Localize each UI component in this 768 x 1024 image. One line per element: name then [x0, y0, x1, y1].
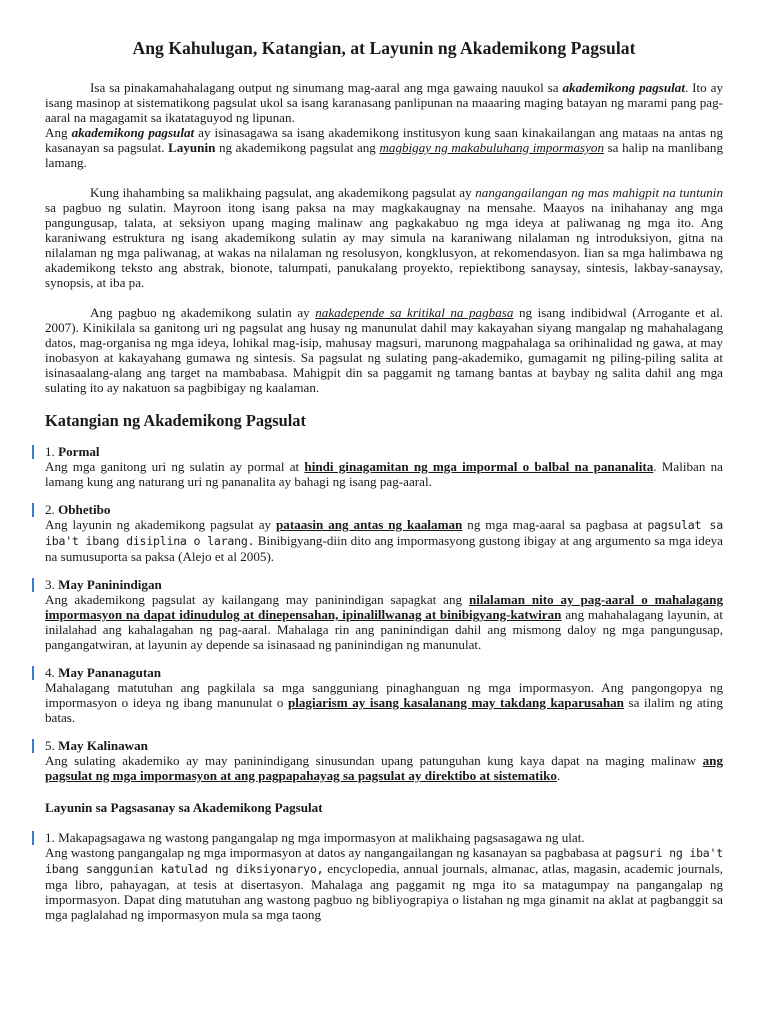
- emphasis-text: akademikong pagsulat: [71, 125, 195, 140]
- text: Ang akademikong pagsulat ay kailangang may paninindigan sapagkat ang: [45, 592, 469, 607]
- list-item-body: [45, 845, 723, 922]
- section-heading: Katangian ng Akademikong Pagsulat: [45, 411, 306, 430]
- text: ng akademikong pagsulat ang: [215, 140, 380, 155]
- list-item-title: May Paninindigan: [58, 577, 162, 592]
- intro-paragraph-1-continued: [45, 125, 723, 170]
- underlined-bold-text: plagiarism ay isang kasalanang may takdang kaparusahan: [287, 695, 624, 710]
- list-item-title: Pormal: [58, 444, 100, 459]
- list-item-heading: [45, 444, 723, 459]
- list-number: 5.: [45, 738, 59, 753]
- list-number: 3.: [45, 577, 59, 592]
- underlined-bold-text: hindi ginagamitan ng mga impormal o balbal na pananalita: [304, 459, 654, 474]
- intro-paragraph-1: [45, 80, 723, 125]
- text: ay isinasagawa sa isang akademikong institusyon kung saan kinakailangan ang mataas na antas ng kasanayan sa pagsulat.: [45, 125, 724, 155]
- list-item-body: [45, 459, 723, 489]
- intro-paragraph-2: [45, 185, 723, 290]
- text: ng isang indibidwal (Arrogante et al. 2007). Kinikilala sa ganitong uri ng pagsulat ang husay ng manunulat dahil may kakayahan siyang mangalap ng mahahalagang datos, mag-organisa ng mga ideya, lohikal mag-isip, mahusay magsuri, marunong magpahalaga sa orihinalidad ng gawa, at may inobasyon at kakayahang gumawa ng sintesis. Sa pagsulat ng sulating pang-akademiko, gumagamit ng piling-piling salita at isinasaalang-alang ang target na mambabasa. Mahigpit din sa paggamit ng tamang bantas at baybay ng salita dahil ang mga sulating ito ay nakatuon sa pagbibigay ng kaalaman.: [45, 305, 723, 395]
- mono-text: pagsulat sa iba't ibang disiplina o larang.: [45, 518, 724, 548]
- list-number: 4.: [45, 665, 59, 680]
- text: .: [556, 768, 561, 783]
- text: ng mga mag-aaral sa pagbasa at: [462, 517, 648, 532]
- text-cursor-icon: [32, 503, 34, 517]
- list-item: [45, 577, 723, 652]
- intro-paragraph-3: [45, 305, 723, 395]
- list-item-title: 1. Makapagsagawa ng wastong pangangalap ng mga impormasyon at malikhaing pagsasagawa ng ulat.: [45, 830, 585, 845]
- text-cursor-icon: [32, 445, 34, 459]
- list-item: [45, 738, 723, 783]
- list-item-body: [45, 592, 723, 652]
- text: Kung ihahambing sa malikhaing pagsulat, ang akademikong pagsulat ay: [90, 185, 476, 200]
- list-item-heading: [45, 830, 723, 845]
- list-item: [45, 502, 723, 564]
- text: Ang layunin ng akademikong pagsulat ay: [45, 517, 276, 532]
- document-title: Ang Kahulugan, Katangian, at Layunin ng Akademikong Pagsulat: [132, 38, 636, 58]
- list-item: [45, 444, 723, 489]
- text-cursor-icon: [32, 739, 34, 753]
- list-item-title: Obhetibo: [58, 502, 111, 517]
- text: sa ilalim ng ating batas.: [45, 695, 724, 725]
- list-item: [45, 665, 723, 725]
- text: sa pagbuo ng sulatin. Mayroon itong isang paksa na may magkakaugnay na mensahe. Maayos na inihahanay ang mga pangungusap, talata, at seksiyon upang maging malinaw ang pagkakabuo ng mga ideya at paliwanag ng mga ito. Ang karaniwang estruktura ng isang akademikong sulatin ay may simula na karaniwang nilalaman ng introduksiyon, gitna na nilalaman ng mga paliwanag, at wakas na nilalaman ng resolusyon, kongklusyon, at rekomendasyon. Iian sa mga halimbawa ng akademikong teksto ang abstrak, bionote, talumpati, panukalang proyekto, repiektibong sanaysay, sintesis, lakbay-sanaysay, synopsis, at iba pa.: [45, 200, 723, 290]
- text: Ang mga ganitong uri ng sulatin ay pormal at: [45, 459, 305, 474]
- list-item-heading: [45, 665, 723, 680]
- text: encyclopedia, annual journals, almanac, atlas, magasin, academic journals, mga libro, pahayagan, at tesis at disertasyon. Mahalaga ang paggamit ng mga ito sa matagumpay na pangangalap ng impormasyon. Dapat ding matutuhan ang wastong pagbuo ng bibliyograpiya o listahan ng mga ginamit na aklat at pagbanggit sa mga paglalahad ng impormasyon mula sa mga taong: [45, 861, 723, 922]
- list-item-heading: [45, 577, 723, 592]
- list-item-heading: [45, 502, 723, 517]
- list-number: 1.: [45, 444, 59, 459]
- text: Ang: [45, 125, 72, 140]
- text-cursor-icon: [32, 666, 34, 680]
- underlined-italic-text: magbigay ng makabuluhang impormasyon: [379, 140, 605, 155]
- mono-text: pagsuri ng iba't ibang sanggunian katulad ng diksiyonaryo,: [45, 846, 723, 876]
- bold-text: Layunin: [168, 140, 216, 155]
- list-item-body: [45, 680, 723, 725]
- list-item-body: [45, 753, 723, 783]
- text-cursor-icon: [32, 578, 34, 592]
- document-page: [45, 38, 723, 922]
- text: . Maliban na lamang kung ang naturang uri ng pananalita ay bahagi ng isang pag-aaral.: [45, 459, 723, 489]
- text: Binibigyang-diin dito ang impormasyong gustong ibigay at ang argumento sa mga ideya na sumusuporta sa paksa (Alejo et al 2005).: [45, 533, 723, 564]
- underlined-bold-text: nilalaman nito ay pag-aaral o mahalagang impormasyon na dapat idinudulog at dinepensahan, ipinalillwanag at binibigyang-katwiran: [45, 592, 723, 622]
- list-item-heading: [45, 738, 723, 753]
- underlined-bold-text: ang pagsulat ng mga impormasyon at ang pagpapahayag sa pagsulat ay direktibo at sistematiko: [45, 753, 723, 783]
- text: Ang sulating akademiko ay may paninindigang sinusundan upang patunguhan kung kaya dapat na maging malinaw: [45, 753, 703, 768]
- list-item-title: May Pananagutan: [58, 665, 162, 680]
- text: ang mahahalagang layunin, at inilalahad ang kahalagahan ng pag-aaral. Mahalaga rin ang paninindigan dahil ang mismong daloy ng mga pangungusap, pangangatwiran, at layunin ay depende sa isinasaad ng paninindigan ng manunulat.: [45, 607, 723, 652]
- text-cursor-icon: [32, 831, 34, 845]
- text: . Ito ay isang masinop at sistematikong pagsulat ukol sa isang karanasang panlipunan na maaaring maging batayan ng marami pang pag-aaral na magagamit sa ikatataguyod ng lipunan.: [45, 80, 724, 125]
- italic-text: nangangailangan ng mas mahigpit na tuntunin: [475, 185, 723, 200]
- underlined-bold-text: pataasin ang antas ng kaalaman: [276, 517, 463, 532]
- list-number: 2.: [45, 502, 59, 517]
- text: sa halip na manlibang lamang.: [45, 140, 724, 170]
- emphasis-text: akademikong pagsulat: [562, 80, 685, 95]
- text: Ang wastong pangangalap ng mga impormasyon at datos ay nangangailangan ng kasanayan sa pagbabasa at: [45, 845, 616, 860]
- list-item-title: May Kalinawan: [58, 738, 148, 753]
- text: Ang pagbuo ng akademikong sulatin ay: [90, 305, 316, 320]
- list-item: [45, 830, 723, 922]
- text: Isa sa pinakamahahalagang output ng sinumang mag-aaral ang mga gawaing nauukol sa: [90, 80, 563, 95]
- text: Mahalagang matutuhan ang pagkilala sa mga sangguniang pinaghanguan ng mga impormasyon. Ang pangongopya ng impormasyon o ideya ng ibang manunulat o: [45, 680, 723, 710]
- underlined-italic-text: nakadepende sa kritikal na pagbasa: [315, 305, 514, 320]
- list-item-body: [45, 517, 723, 564]
- subsection-heading: Layunin sa Pagsasanay sa Akademikong Pagsulat: [45, 800, 323, 815]
